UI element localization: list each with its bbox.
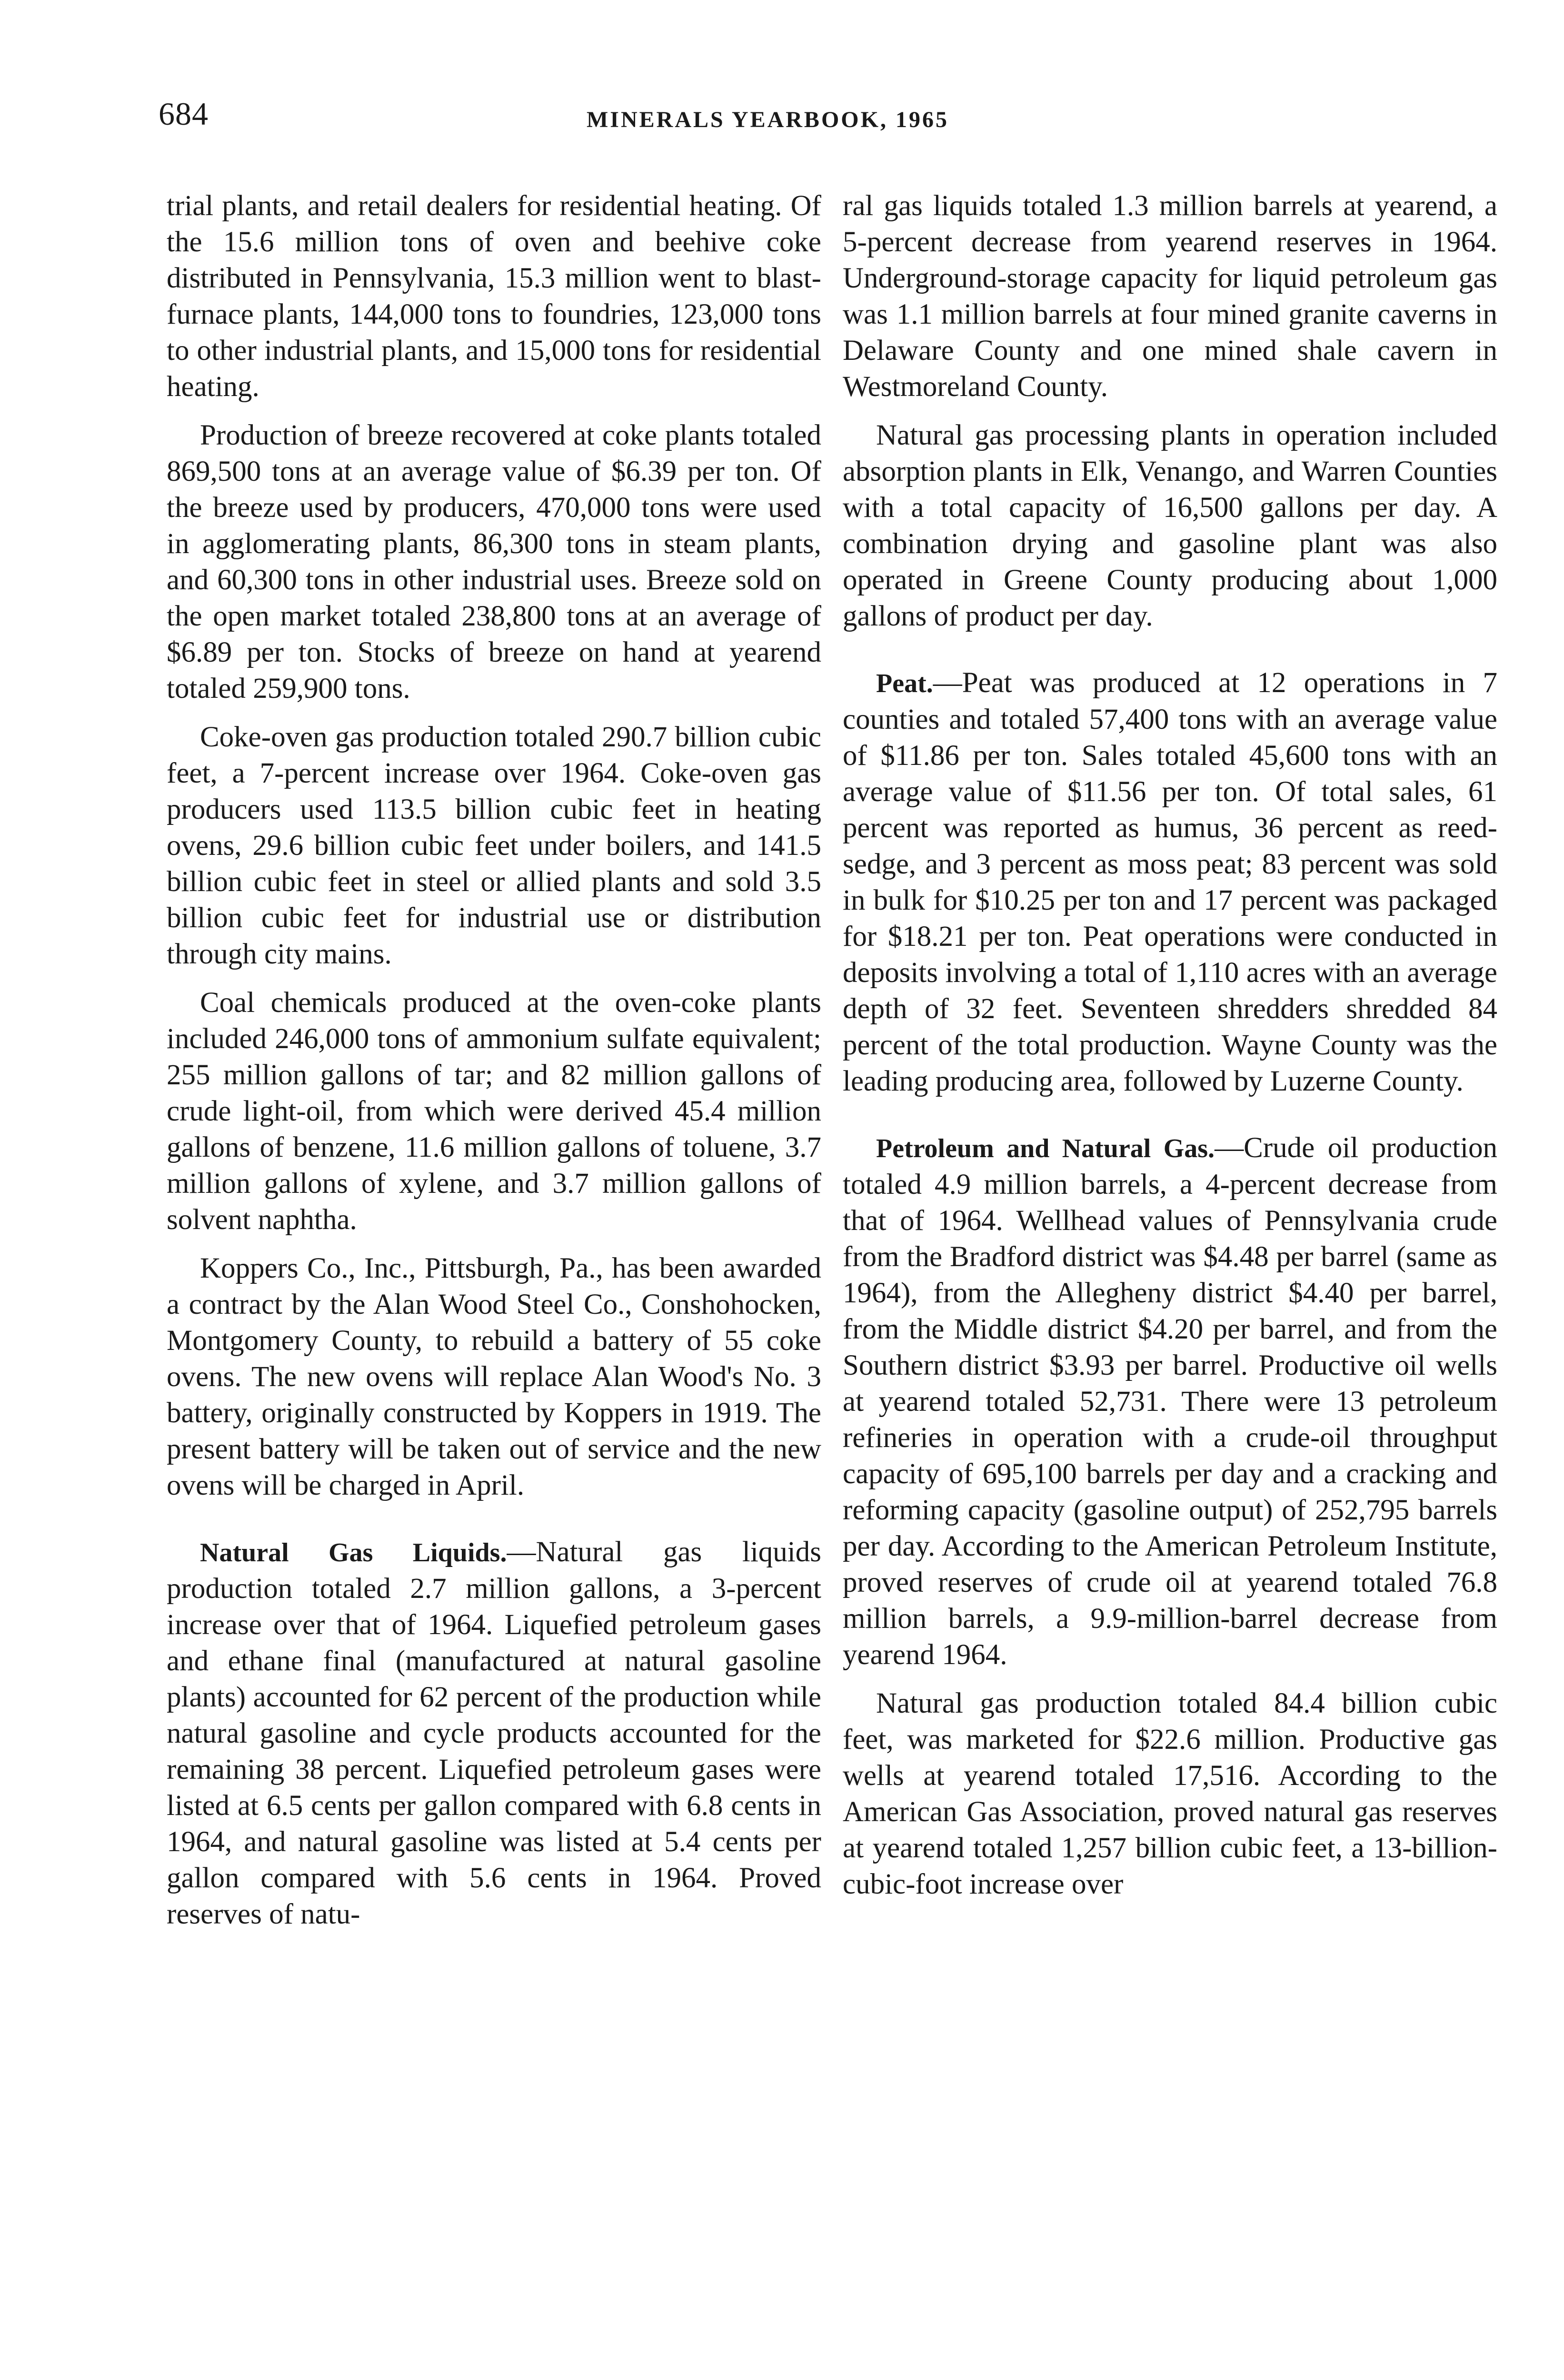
section-peat bbox=[843, 665, 1497, 1100]
section-petroleum-natural-gas bbox=[843, 1130, 1497, 1673]
section-text: —Natural gas liquids production totaled 2.7 million gallons, a 3-percent increase over that of 1964. Liquefied petroleum gases and ethane final (manufactured at natural gasoline plants) accounted for 62 percent of the production while natural gasoline and cycle products accounted for the remaining 38 percent. Liquefied petroleum gases were listed at 6.5 cents per gallon compared with 6.8 cents in 1964, and natural gasoline was listed at 5.4 cents per gallon compared with 5.6 cents in 1964. Proved reserves of natu- bbox=[167, 1536, 821, 1930]
paragraph: trial plants, and retail dealers for residential heating. Of the 15.6 million tons of oven and beehive coke distributed in Pennsylvania, 15.3 million went to blast-furnace plants, 144,000 tons to foundries, 123,000 tons to other industrial plants, and 15,000 tons for residential heating. bbox=[167, 190, 821, 403]
paragraph: Coal chemicals produced at the oven-coke plants included 246,000 tons of ammonium sulfate equivalent; 255 million gallons of tar; and 82 million gallons of crude light-oil, from which were derived 45.4 million gallons of benzene, 11.6 million gallons of toluene, 3.7 million gallons of xylene, and 3.7 million gallons of solvent naphtha. bbox=[167, 987, 821, 1236]
paragraph: Natural gas processing plants in operation included absorption plants in Elk, Venango, and Warren Counties with a total capacity of 16,500 gallons per day. A combination drying and gasoline plant was also operated in Greene County producing about 1,000 gallons of product per day. bbox=[843, 419, 1497, 632]
paragraph: Natural gas production totaled 84.4 billion cubic feet, was marketed for $22.6 million. Productive gas wells at yearend totaled 17,516. According to the American Gas Association, proved natural gas reserves at yearend totaled 1,257 billion cubic feet, a 13-billion-cubic-foot increase over bbox=[843, 1687, 1497, 1900]
section-heading: Natural Gas Liquids. bbox=[200, 1538, 507, 1567]
section-heading: Peat. bbox=[876, 669, 933, 698]
left-column bbox=[167, 188, 821, 1945]
paragraph: Production of breeze recovered at coke plants totaled 869,500 tons at an average value of $6.39 per ton. Of the breeze used by producers, 470,000 tons were used in agglomerating plants, 86,300 tons in steam plants, and 60,300 tons in other industrial uses. Breeze sold on the open market totaled 238,800 tons at an average of $6.89 per ton. Stocks of breeze on hand at yearend totaled 259,900 tons. bbox=[167, 419, 821, 704]
section-text: —Peat was produced at 12 operations in 7 counties and totaled 57,400 tons with an average value of $11.86 per ton. Sales totaled 45,600 tons with an average value of $11.56 per ton. Of total sales, 61 percent was reported as humus, 36 percent as reed-sedge, and 3 percent as moss peat; 83 percent was sold in bulk for $10.25 per ton and 17 percent was packaged for $18.21 per ton. Peat operations were conducted in deposits involving a total of 1,110 acres with an average depth of 32 feet. Seventeen shredders shredded 84 percent of the total production. Wayne County was the leading producing area, followed by Luzerne County. bbox=[843, 667, 1497, 1097]
section-heading: Petroleum and Natural Gas. bbox=[876, 1134, 1215, 1163]
paragraph: Koppers Co., Inc., Pittsburgh, Pa., has been awarded a contract by the Alan Wood Steel Co., Conshohocken, Montgomery County, to rebuild a battery of 55 coke ovens. The new ovens will replace Alan Wood's No. 3 battery, originally constructed by Koppers in 1919. The present battery will be taken out of service and the new ovens will be charged in April. bbox=[167, 1252, 821, 1501]
paragraph: ral gas liquids totaled 1.3 million barrels at yearend, a 5-percent decrease from yearend reserves in 1964. Underground-storage capacity for liquid petroleum gas was 1.1 million barrels at four mined granite caverns in Delaware County and one mined shale cavern in Westmoreland County. bbox=[843, 190, 1497, 403]
section-text: —Crude oil production totaled 4.9 million barrels, a 4-percent decrease from that of 1964. Wellhead values of Pennsylvania crude from the Bradford district was $4.48 per barrel (same as 1964), from the Allegheny district $4.40 per barrel, from the Middle district $4.20 per barrel, and from the Southern district $3.93 per barrel. Productive oil wells at yearend totaled 52,731. There were 13 petroleum refineries in operation with a crude-oil throughput capacity of 695,100 barrels per day and a cracking and reforming capacity (gasoline output) of 252,795 barrels per day. According to the American Petroleum Institute, proved reserves of crude oil at yearend totaled 76.8 million barrels, a 9.9-million-barrel decrease from yearend 1964. bbox=[843, 1132, 1497, 1671]
paragraph: Coke-oven gas production totaled 290.7 billion cubic feet, a 7-percent increase over 1964. Coke-oven gas producers used 113.5 billion cubic feet in heating ovens, 29.6 billion cubic feet under boilers, and 141.5 billion cubic feet in steel or allied plants and sold 3.5 billion cubic feet for industrial use or distribution through city mains. bbox=[167, 721, 821, 970]
right-column bbox=[843, 188, 1497, 1915]
page-number: 684 bbox=[159, 96, 209, 132]
running-title: MINERALS YEARBOOK, 1965 bbox=[587, 107, 949, 132]
section-natural-gas-liquids bbox=[167, 1534, 821, 1933]
